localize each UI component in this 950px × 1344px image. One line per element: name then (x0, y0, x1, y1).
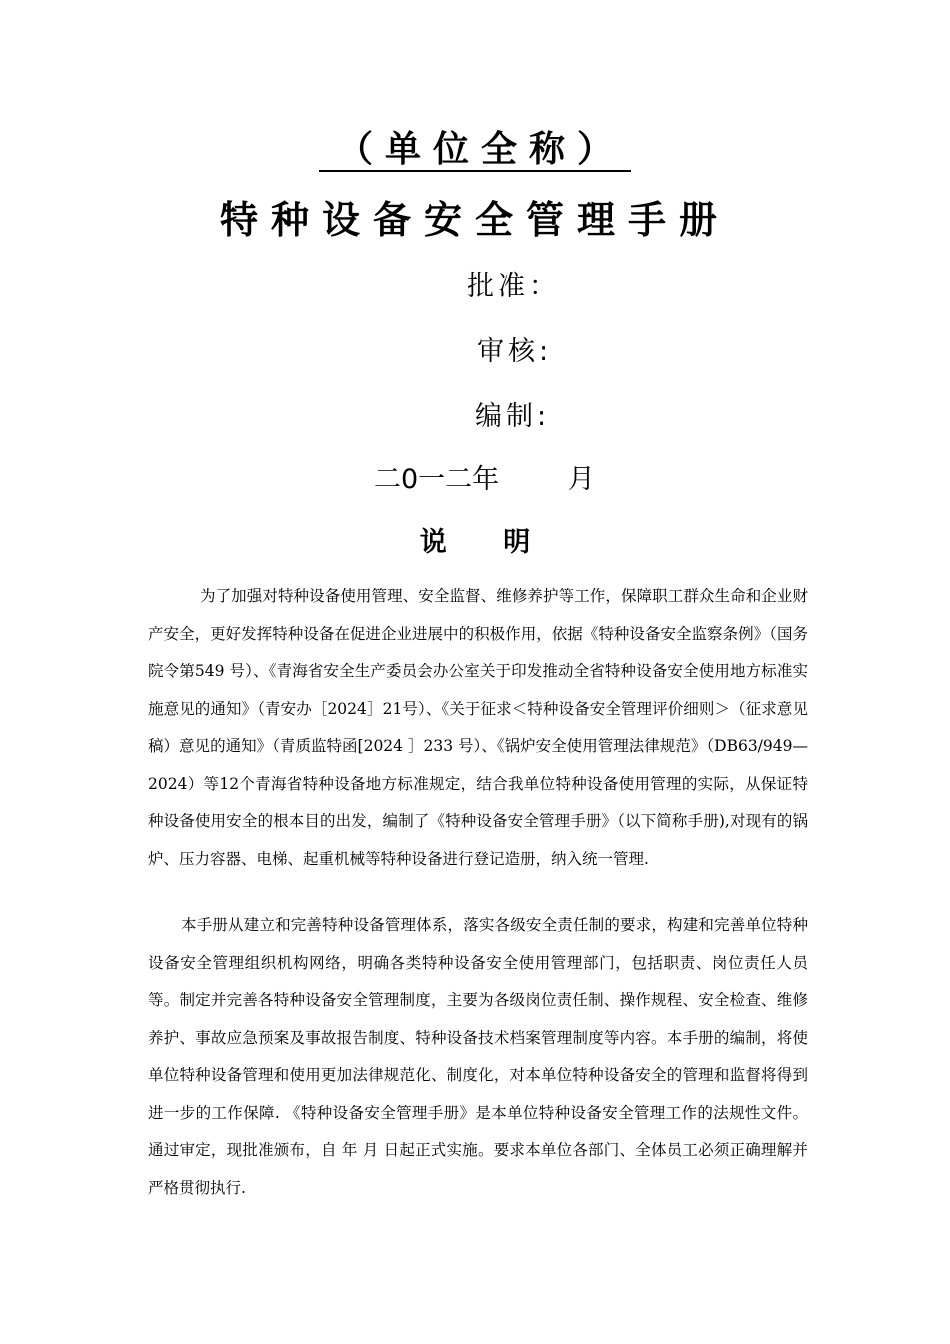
unit-name-heading (0, 126, 950, 174)
date-line: 二0一二年 月 (374, 464, 595, 495)
review-label: 审核: (477, 336, 553, 367)
section-title: 说 明 (419, 527, 531, 558)
paragraph-2: 本手册从建立和完善特种设备管理体系，落实各级安全责任制的要求，构建和完善单位特种设备安全管理组织机构网络，明确各类特种设备安全使用管理部门，包括职责、岗位责任人员等。制定并完善各特种设备安全管理制度，主要为各级岗位责任制、操作规程、安全检查、维修养护、事故应急预案及事故报告制度、特种设备技术档案管理制度等内容。本手册的编制，将使单位特种设备管理和使用更加法律规范化、制度化，对本单位特种设备安全的管理和监督将得到进一步的工作保障. 《特种设备安全管理手册》是本单位特种设备安全管理工作的法规性文件。通过审定，现批准颁布，自 年 月 日起正式实施。要求本单位各部门、全体员工必须正确理解并严格贯彻执行. (148, 916, 808, 1197)
compile-label: 编制: (475, 401, 551, 432)
manual-title: 特种设备安全管理手册 (219, 198, 730, 242)
approve-label: 批准： (467, 271, 560, 302)
paragraph-1: 为了加强对特种设备使用管理、安全监督、维修养护等工作，保障职工群众生命和企业财产安全，更好发挥特种设备在促进企业进展中的积极作用，依据《特种设备安全监察条例》（国务院令第549 号）、《青海省安全生产委员会办公室关于印发推动全省特种设备安全使用地方标准实施意见的通知》（青安办［2024］21号）、《关于征求＜特种设备安全管理评价细则＞（征求意见稿）意见的通知》（青质监特函[2024 ］233 号）、《锅炉安全使用管理法律规范》（DB63/949—2024）等12个青海省特种设备地方标准规定，结合我单位特种设备使用管理的实际，从保证特种设备使用安全的根本目的出发，编制了《特种设备安全管理手册》（以下简称手册),对现有的锅炉、压力容器、电梯、起重机械等特种设备进行登记造册，纳入统一管理. (148, 587, 808, 868)
unit-name-text: （单位全称） (319, 130, 631, 172)
